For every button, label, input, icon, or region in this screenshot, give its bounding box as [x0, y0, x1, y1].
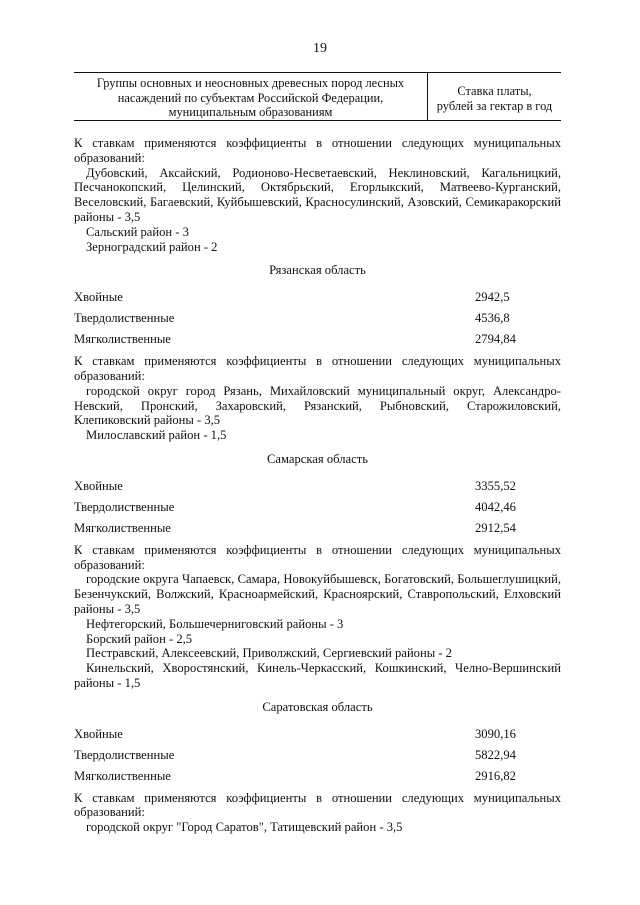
header-line: Ставка платы,	[457, 84, 532, 98]
rate-row	[74, 497, 561, 518]
species-group-label: Мягколиственные	[74, 520, 171, 535]
coefficients-block	[74, 136, 561, 254]
species-group-label: Хвойные	[74, 290, 123, 305]
rate-row	[74, 766, 561, 787]
species-group-label: Мягколиственные	[74, 768, 171, 783]
rate-value: 2916,82	[475, 768, 516, 783]
rate-row	[74, 308, 561, 329]
municipality-list-item: Милославский район - 1,5	[86, 428, 227, 443]
header-line: Группы основных и неосновных древесных пород лесных	[96, 76, 405, 90]
municipality-list-item: Нефтегорский, Большечерниговский районы - 3	[86, 616, 344, 631]
region-section	[74, 263, 561, 443]
municipality-list-item: Зерноградский район - 2	[86, 239, 218, 254]
municipality-list-item: городской округ город Рязань, Михайловский муниципальный округ, Александро-Невский, Пронский, Захаровский, Рязанский, Рыбновский, Старожиловский, Клепиковский районы - 3,5	[74, 383, 561, 428]
document-body	[74, 136, 561, 835]
page-number: 19	[313, 41, 327, 56]
header-line: муниципальным образованиям	[168, 105, 333, 119]
species-group-label: Твердолиственные	[74, 311, 175, 326]
species-group-label: Хвойные	[74, 726, 123, 741]
rate-value: 4536,8	[475, 311, 510, 326]
species-group-label: Мягколиственные	[74, 332, 171, 347]
region-section	[74, 700, 561, 835]
header-line: рублей за гектар в год	[436, 98, 553, 113]
region-section	[74, 452, 561, 691]
rate-value: 5822,94	[475, 747, 516, 762]
municipality-list-item: Кинельский, Хворостянский, Кинель-Черкасский, Кошкинский, Челно-Вершинский районы - 1,5	[74, 661, 561, 690]
table-header	[74, 72, 561, 121]
rate-value: 2794,84	[475, 332, 516, 347]
rate-value: 3090,16	[475, 726, 516, 741]
coefficients-intro: К ставкам применяются коэффициенты в отношении следующих муниципальных образований:	[74, 354, 561, 383]
rate-value: 2942,5	[475, 290, 510, 305]
rate-row	[74, 745, 561, 766]
municipality-list-item: городской округ "Город Саратов", Татищевский район - 3,5	[86, 820, 403, 835]
rate-value: 3355,52	[475, 478, 516, 493]
header-rate	[428, 73, 561, 120]
coefficients-intro: К ставкам применяются коэффициенты в отношении следующих муниципальных образований:	[74, 136, 561, 165]
rate-value: 2912,54	[475, 520, 516, 535]
region-title: Рязанская область	[269, 263, 366, 278]
municipality-list-item: Сальский район - 3	[86, 224, 189, 239]
rate-value: 4042,46	[475, 499, 516, 514]
species-group-label: Твердолиственные	[74, 747, 175, 762]
region-title: Самарская область	[267, 451, 368, 466]
species-group-label: Хвойные	[74, 478, 123, 493]
rate-row	[74, 724, 561, 745]
municipality-list-item: городские округа Чапаевск, Самара, Новокуйбышевск, Богатовский, Большеглушицкий, Безенчукский, Волжский, Красноармейский, Красноярский, Ставропольский, Елховский районы - 3,5	[74, 572, 561, 616]
municipality-list-item: Борский район - 2,5	[86, 631, 193, 646]
header-line: насаждений по субъектам Российской Федерации,	[117, 90, 384, 105]
coefficients-intro: К ставкам применяются коэффициенты в отношении следующих муниципальных образований:	[74, 542, 561, 572]
rate-row	[74, 518, 561, 539]
rate-row	[74, 329, 561, 350]
region-title: Саратовская область	[262, 699, 373, 714]
municipality-list-item: Пестравский, Алексеевский, Приволжский, Сергиевский районы - 2	[86, 646, 452, 661]
municipality-list-item: Дубовский, Аксайский, Родионово-Несветаевский, Неклиновский, Кагальницкий, Песчанокопский, Целинский, Октябрьский, Егорлыкский, Матвеево-Курганский, Веселовский, Багаевский, Куйбышевский, Красносулинский, Азовский, Семикаракорский районы - 3,5	[74, 165, 561, 224]
coefficients-intro: К ставкам применяются коэффициенты в отношении следующих муниципальных образований:	[74, 790, 561, 820]
rate-row	[74, 287, 561, 308]
rate-row	[74, 476, 561, 497]
species-group-label: Твердолиственные	[74, 499, 175, 514]
header-species-groups	[74, 73, 428, 120]
